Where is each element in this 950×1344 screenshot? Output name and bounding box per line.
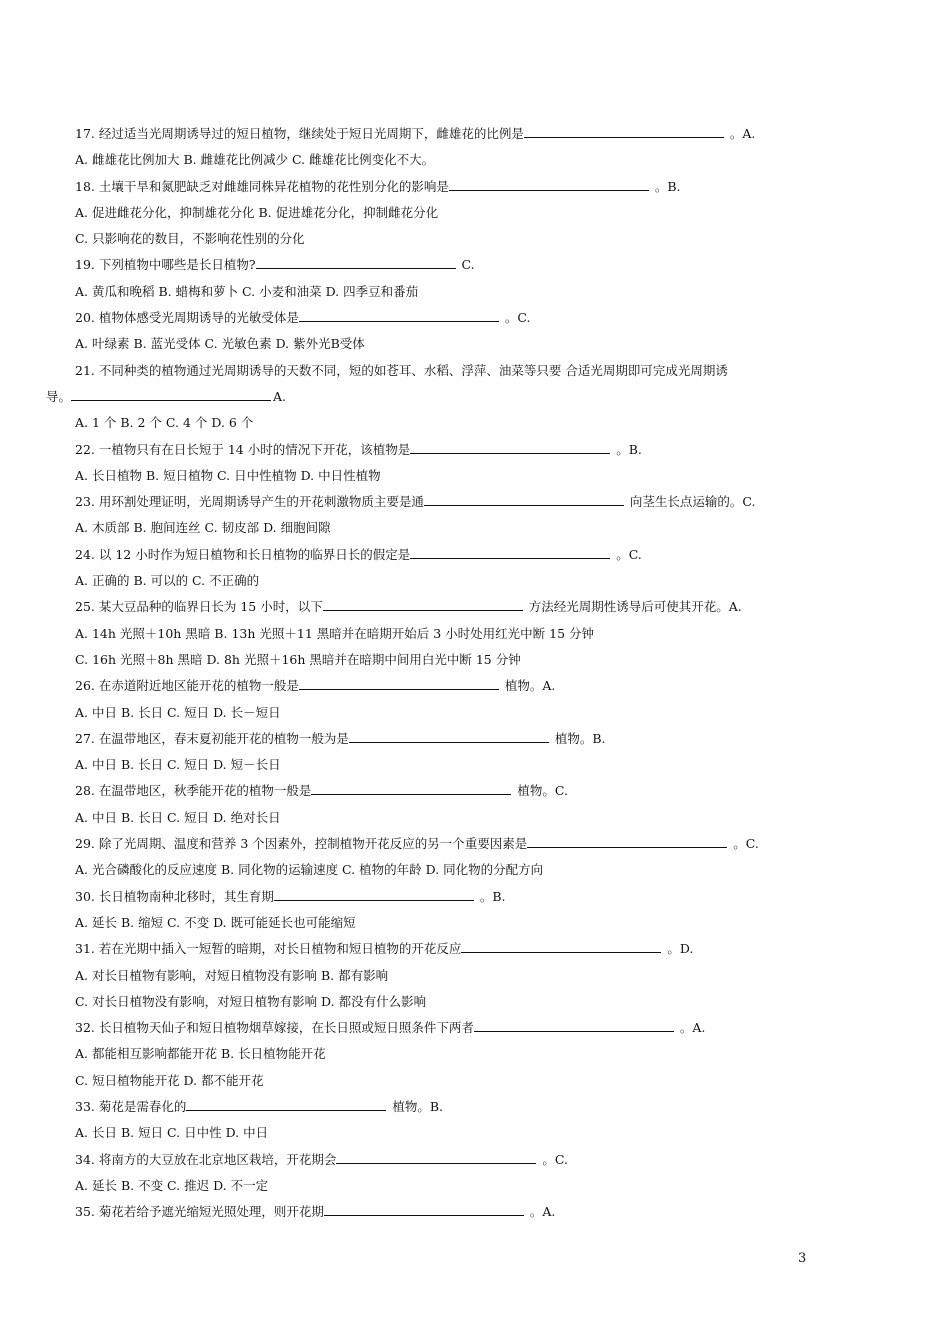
answer-key: 。B. (475, 888, 506, 904)
answer-key: A. (273, 388, 287, 404)
answer-key: 向茎生长点运输的。C. (625, 494, 756, 510)
option-line: C. 只影响花的数目，不影响花性别的分化 (75, 231, 305, 247)
page-number: 3 (798, 1251, 807, 1266)
question-text: 29. 除了光周期、温度和营养 3 个因素外，控制植物开花反应的另一个重要因素是 (75, 836, 528, 852)
answer-key: 方法经光周期性诱导后可使其开花。A. (524, 599, 742, 615)
question-line (46, 542, 846, 568)
question-text: 20. 植物体感受光周期诱导的光敏受体是 (75, 310, 299, 326)
answer-blank (527, 846, 727, 848)
question-text: 18. 土壤干旱和氮肥缺乏对雌雄同株异花植物的花性别分化的影响是 (75, 178, 449, 194)
question-line (46, 673, 846, 699)
question-text: 导。 (46, 388, 72, 404)
question-text: 25. 某大豆品种的临界日长为 15 小时，以下 (75, 599, 323, 615)
question-line (46, 174, 846, 200)
question-text: 19. 下列植物中哪些是长日植物? (75, 257, 256, 273)
answer-blank (323, 609, 523, 611)
answer-blank (410, 452, 610, 454)
option-line: A. 正确的 B. 可以的 C. 不正确的 (75, 573, 260, 589)
question-text: 34. 将南方的大豆放在北京地区栽培，开花期会 (75, 1151, 337, 1167)
answer-key: 植物。B. (388, 1098, 443, 1114)
answer-key: 植物。A. (500, 678, 556, 694)
question-text: 28. 在温带地区，秋季能开花的植物一般是 (75, 783, 312, 799)
question-text: 23. 用环割处理证明，光周期诱导产生的开花刺激物质主要是通 (75, 494, 424, 510)
option-line: A. 对长日植物有影响，对短日植物没有影响 B. 都有影响 (75, 967, 389, 983)
answer-key: 。A. (675, 1020, 706, 1036)
answer-blank (449, 189, 649, 191)
option-line: A. 延长 B. 缩短 C. 不变 D. 既可能延长也可能缩短 (75, 914, 356, 930)
question-text: 27. 在温带地区，春末夏初能开花的植物一般为是 (75, 730, 349, 746)
answer-key: 。A. (525, 1204, 556, 1220)
question-line (46, 437, 846, 463)
question-line (46, 489, 846, 515)
question-line (46, 384, 846, 410)
option-line: C. 短日植物能开花 D. 都不能开花 (75, 1072, 264, 1088)
answer-blank (336, 1162, 536, 1164)
option-line: A. 光合磷酸化的反应速度 B. 同化物的运输速度 C. 植物的年龄 D. 同化物的分配方向 (75, 862, 544, 878)
answer-key: C. (457, 257, 475, 273)
question-line (46, 121, 846, 147)
option-line: A. 叶绿素 B. 蓝光受体 C. 光敏色素 D. 紫外光B受体 (75, 336, 365, 352)
question-text: 24. 以 12 小时作为短日植物和长日植物的临界日长的假定是 (75, 546, 411, 562)
question-line (46, 884, 846, 910)
question-line (46, 252, 846, 278)
answer-key: 。C. (500, 310, 531, 326)
option-line: C. 对长日植物没有影响，对短日植物有影响 D. 都没有什么影响 (75, 993, 427, 1009)
answer-blank (299, 688, 499, 690)
answer-blank (424, 504, 624, 506)
question-line (46, 726, 846, 752)
answer-key: 植物。B. (550, 730, 606, 746)
question-line (46, 1147, 846, 1173)
question-line (46, 1094, 846, 1120)
question-text: 33. 菊花是需春化的 (75, 1098, 187, 1114)
question-text: 26. 在赤道附近地区能开花的植物一般是 (75, 678, 299, 694)
option-line: A. 促进雌花分化，抑制雄花分化 B. 促进雄花分化，抑制雌花分化 (75, 204, 439, 220)
option-line: A. 木质部 B. 胞间连丝 C. 韧皮部 D. 细胞间隙 (75, 520, 331, 536)
answer-blank (410, 557, 610, 559)
answer-blank (71, 399, 271, 401)
answer-blank (299, 320, 499, 322)
question-text: 31. 若在光期中插入一短暂的暗期，对长日植物和短日植物的开花反应 (75, 941, 462, 957)
question-text: 17. 经过适当光周期诱导过的短日植物，继续处于短日光周期下，雌雄花的比例是 (75, 126, 524, 141)
question-line (46, 936, 846, 962)
question-text: 35. 菊花若给予遮光缩短光照处理，则开花期 (75, 1204, 324, 1220)
option-line: A. 长日 B. 短日 C. 日中性 D. 中日 (75, 1125, 269, 1141)
question-text: 22. 一植物只有在日长短于 14 小时的情况下开花，该植物是 (75, 441, 411, 457)
answer-blank (256, 267, 456, 269)
answer-key: 。B. (650, 178, 681, 194)
question-list (46, 121, 846, 1225)
answer-key: 。C. (729, 836, 759, 852)
option-line: 21. 不同种类的植物通过光周期诱导的天数不同，短的如苍耳、水稻、浮萍、油菜等只要 合适光周期即可完成光周期诱 (75, 362, 728, 378)
answer-blank (186, 1109, 386, 1111)
option-line: A. 雌雄花比例加大 B. 雌雄花比例减少 C. 雌雄花比例变化不大。 (75, 152, 435, 168)
option-line: C. 16h 光照＋8h 黑暗 D. 8h 光照＋16h 黑暗并在暗期中间用白光中断 15 分钟 (75, 651, 521, 667)
option-line: A. 中日 B. 长日 C. 短日 D. 长－短日 (75, 704, 281, 720)
option-line: A. 长日植物 B. 短日植物 C. 日中性植物 D. 中日性植物 (75, 467, 381, 483)
answer-key: 。B. (612, 441, 642, 457)
answer-blank (461, 951, 661, 953)
question-line (46, 778, 846, 804)
answer-key: 。A. (725, 126, 756, 141)
option-line: A. 中日 B. 长日 C. 短日 D. 绝对长日 (75, 809, 281, 825)
answer-blank (524, 136, 724, 138)
answer-blank (474, 1030, 674, 1032)
question-line (46, 305, 846, 331)
answer-blank (311, 793, 511, 795)
option-line: A. 延长 B. 不变 C. 推迟 D. 不一定 (75, 1177, 269, 1193)
answer-key: 。C. (612, 546, 642, 562)
option-line: A. 14h 光照＋10h 黑暗 B. 13h 光照＋11 黑暗并在暗期开始后 3 小时处用红光中断 15 分钟 (75, 625, 595, 641)
answer-key: 。C. (538, 1151, 568, 1167)
answer-key: 植物。C. (513, 783, 568, 799)
answer-blank (349, 741, 549, 743)
question-line (46, 594, 846, 620)
option-line: A. 黄瓜和晚稻 B. 蜡梅和萝卜 C. 小麦和油菜 D. 四季豆和番茄 (75, 283, 419, 299)
answer-blank (274, 899, 474, 901)
question-line (46, 1199, 846, 1225)
option-line: A. 1 个 B. 2 个 C. 4 个 D. 6 个 (75, 415, 254, 431)
answer-blank (324, 1214, 524, 1216)
answer-key: 。D. (663, 941, 694, 957)
question-text: 30. 长日植物南种北移时，其生育期 (75, 888, 274, 904)
question-line (46, 1015, 846, 1041)
question-line (46, 831, 846, 857)
option-line: A. 都能相互影响都能开花 B. 长日植物能开花 (75, 1046, 326, 1062)
option-line: A. 中日 B. 长日 C. 短日 D. 短－长日 (75, 757, 281, 773)
question-text: 32. 长日植物天仙子和短日植物烟草嫁接，在长日照或短日照条件下两者 (75, 1020, 474, 1036)
